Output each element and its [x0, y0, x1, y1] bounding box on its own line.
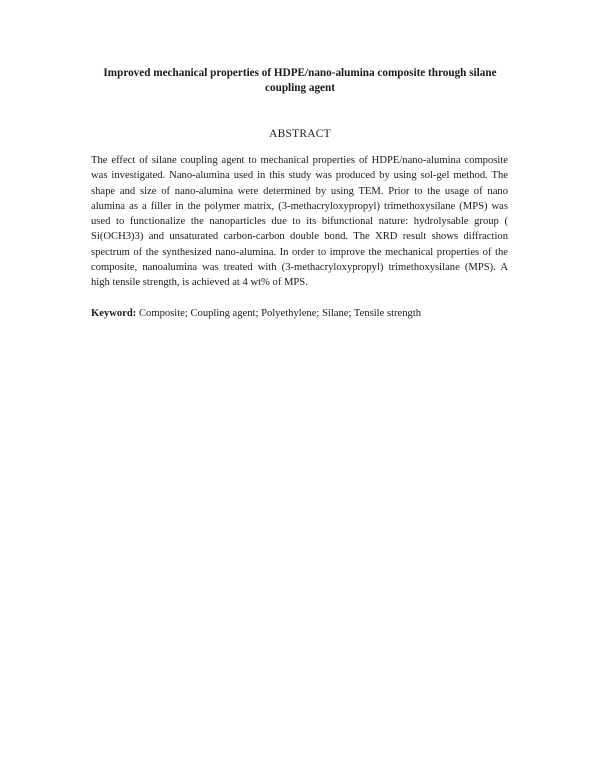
keywords-line — [91, 306, 508, 321]
abstract-body: The effect of silane coupling agent to mechanical properties of HDPE/nano-alumina composite was investigated. Nano-alumina used in this study was produced by using sol-gel method. The shape and size of nano-alumina were determined by using TEM. Prior to the usage of nano alumina as a filler in the polymer matrix, (3-methacryloxypropyl) trimethoxysilane (MPS) was used to functionalize the nanoparticles due to its bifunctional nature: hydrolysable group ( Si(OCH3)3) and unsaturated carbon-carbon double bond. The XRD result shows diffraction spectrum of the synthesized nano-alumina. In order to improve the mechanical properties of the composite, nanoalumina was treated with (3-methacryloxypropyl) trimethoxysilane (MPS). A high tensile strength, is achieved at 4 wt% of MPS. — [91, 155, 508, 289]
keywords-text: Composite; Coupling agent; Polyethylene; Silane; Tensile strength — [138, 308, 422, 319]
abstract-heading: ABSTRACT — [269, 128, 331, 140]
keywords-label: Keyword: — [91, 308, 137, 319]
paper-title: Improved mechanical properties of HDPE/nano-alumina composite through silane coupling agent — [103, 67, 497, 94]
